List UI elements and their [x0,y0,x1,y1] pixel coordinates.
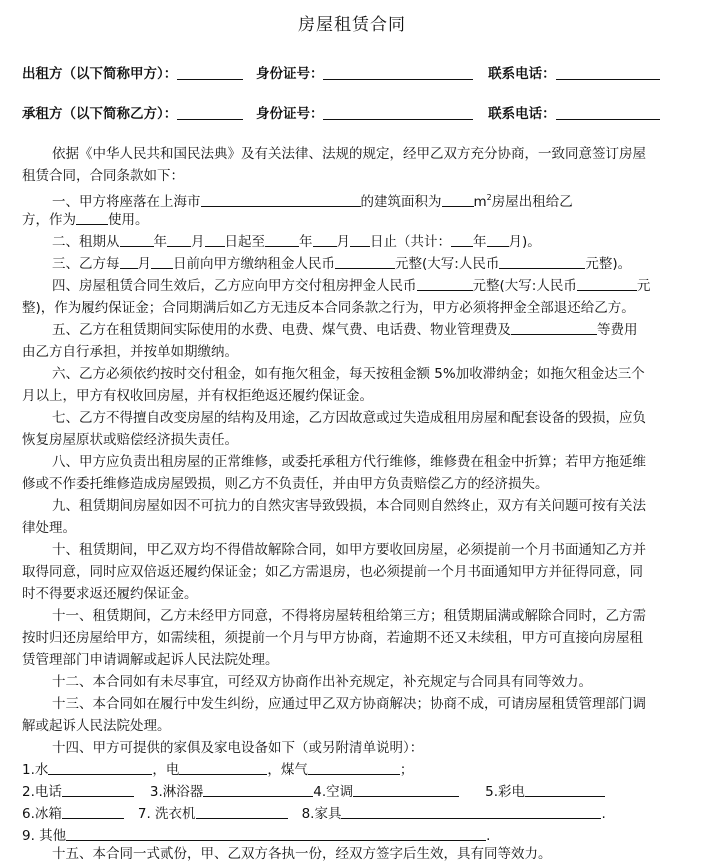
clause-14: 十四、甲方可提供的家俱及家电设备如下（或另附清单说明）： [52,740,424,756]
lessor-label: 出租方（以下简称甲方）： [22,66,178,82]
clause-8-line-1: 八、甲方应负责出租房屋的正常维修，或委托承租方代行维修，维修费在租金中折算；若甲方拖延维 [52,454,646,470]
clause-3 [22,253,712,275]
item-shower-label: 3.淋浴器 [149,784,204,800]
clause-9-line-1: 九、租赁期间房屋如因不可抗力的自然灾害导致毁损，本合同则自然终止，双方有关问题可按有关法 [52,498,646,514]
clause-1-line-2 [22,209,682,231]
item-electric-label: 电 [165,762,180,778]
clause-2-year-1: 年 [153,234,167,250]
lessor-id-blank[interactable] [323,65,473,80]
item-tv-label: 5.彩电 [485,784,526,800]
para-intro-2: 租赁合同，合同条款如下： [22,168,184,184]
clause-4-text-c: 元 [636,278,651,294]
item-other-label: 9. 其他 [22,828,67,844]
item-sep-3: ； [399,762,414,778]
clause-5-line-2: 由乙方自行承担，并按单如期缴纳。 [22,344,238,360]
clause-2-month-2: 月 [336,234,350,250]
clause-4-line-2: 整)，作为履约保证金；合同期满后如乙方无违反本合同条款之行为，甲方必须将押金全部退还给乙方。 [22,300,635,316]
clause-5-line-1 [22,319,712,341]
item-washer-label: 7. 洗衣机 [137,806,196,822]
clause-1-text-a: 一、甲方将座落在上海市 [52,194,201,210]
clause-2-text-a: 二、租期从 [52,234,120,250]
clause-1-unit: m [473,194,487,210]
clause-1-text-e: 方，作为 [22,212,76,228]
clause-3-text-d: 元整(大写:人民币 [395,256,500,272]
item-washer-blank[interactable] [196,805,288,819]
lessor-name-blank[interactable] [177,65,243,80]
clause-6-line-2: 月以上，甲方有权收回房屋，并有权拒绝返还履约保证金。 [22,388,373,404]
items-row-1 [22,759,682,781]
item-ac-blank[interactable] [353,783,459,797]
clause-11-line-3: 赁管理部门申请调解或起诉人民法院处理。 [22,652,279,668]
clause-2-year-3: 年 [473,234,487,250]
item-fridge-blank[interactable] [62,805,124,819]
area-blank[interactable] [442,193,474,207]
lessee-phone-label: 联系电话： [488,106,556,122]
usage-blank[interactable] [76,211,108,225]
end-day-blank[interactable] [350,233,370,247]
clause-1-text-b: 的建筑面积为 [360,194,442,210]
lessee-label: 承租方（以下简称乙方）： [22,106,178,122]
lessee-name-blank[interactable] [177,105,243,120]
clause-15: 十五、本合同一式贰份，甲、乙双方各执一份，经双方签字后生效，具有同等效力。 [52,846,552,862]
clause-2-text-g: 日止（共计： [370,234,451,250]
lessor-phone-blank[interactable] [556,65,660,80]
clause-8-line-2: 修或不作委托维修造成房屋毁损，则乙方不负责任，并由甲方负责赔偿乙方的经济损失。 [22,476,549,492]
rent-amount-words-blank[interactable] [499,255,585,269]
clause-3-text-c: 日前向甲方缴纳租金人民币 [173,256,335,272]
clause-3-month: 月 [137,256,151,272]
end-year-blank[interactable] [265,233,299,247]
clause-2-text-d: 日起至 [224,234,265,250]
clause-3-text-e: 元整)。 [585,256,632,272]
clause-1-text-f: 使用。 [108,212,149,228]
lessor-phone-label: 联系电话： [488,66,556,82]
total-month-blank[interactable] [487,233,509,247]
lessor-id-label: 身份证号： [255,66,324,82]
clause-1-unit-sup: 2 [486,193,492,202]
deposit-amount-words-blank[interactable] [577,277,637,291]
clause-3-text-a: 三、乙方每 [52,256,120,272]
clause-4-text-b: 元整(大写:人民币 [472,278,577,294]
page-title: 房屋租赁合同 [298,15,406,35]
clause-10-line-2: 取得同意，同时应双倍返还履约保证金；如乙方需退房，也必须提前一个月书面通知甲方并征得同意，同 [22,564,643,580]
lessee-id-label: 身份证号： [255,106,324,122]
clause-4-text-a: 四、房屋租赁合同生效后，乙方应向甲方交付租房押金人民币 [52,278,417,294]
clause-11-line-2: 按时归还房屋给甲方，如需续租，须提前一个月与甲方协商，若逾期不还又未续租，甲方可直接向房屋租 [22,630,643,646]
clause-10-line-3: 时不得要求返还履约保证金。 [22,586,198,602]
clause-1-text-d: 房屋出租给乙 [491,194,573,210]
item-other-blank[interactable] [66,827,486,841]
start-year-blank[interactable] [120,233,154,247]
item-furniture-label: 8.家具 [301,806,342,822]
item-tv-blank[interactable] [525,783,605,797]
clause-13-line-1: 十三、本合同如在履行中发生纠纷，应通过甲乙双方协商解决；协商不成，可请房屋租赁管理部门调 [52,696,646,712]
item-furniture-blank[interactable] [341,805,601,819]
deposit-amount-blank[interactable] [417,277,473,291]
lessee-row [22,102,660,122]
clause-4-line-1 [22,275,712,297]
clause-6-line-1: 六、乙方必须依约按时交付租金，如有拖欠租金，每天按租金额 5%加收滞纳金；如拖欠租金达三个 [52,366,645,382]
item-phone-label: 2.电话 [22,784,62,800]
item-fridge-label: 6.冰箱 [22,806,62,822]
start-day-blank[interactable] [205,233,225,247]
item-end-2: . [486,828,491,844]
total-year-blank[interactable] [451,233,473,247]
clause-2-year-2: 年 [299,234,313,250]
clause-9-line-2: 律处理。 [22,520,76,536]
item-shower-blank[interactable] [203,783,313,797]
clause-11-line-1: 十一、租赁期间，乙方未经甲方同意，不得将房屋转租给第三方；租赁期届满或解除合同时，乙方需 [52,608,646,624]
items-row-3 [22,803,682,825]
item-gas-blank[interactable] [308,761,400,775]
clause-2 [22,231,712,253]
clause-12: 十二、本合同如有未尽事宜，可经双方协商作出补充规定，补充规定与合同具有同等效力。 [52,674,592,690]
address-blank[interactable] [201,193,361,207]
clause-2-text-i: 月)。 [508,234,541,250]
clause-13-line-2: 解或起诉人民法院处理。 [22,718,171,734]
clause-5-text-a: 五、乙方在租赁期间实际使用的水费、电费、煤气费、电话费、物业管理费及 [52,322,511,338]
item-electric-blank[interactable] [179,761,267,775]
start-month-blank[interactable] [167,233,191,247]
lessee-phone-blank[interactable] [556,105,660,120]
clause-5-text-b: 等费用 [597,322,638,338]
pay-day-blank[interactable] [151,255,173,269]
items-row-2 [22,781,682,803]
clause-7-line-1: 七、乙方不得擅自改变房屋的结构及用途，乙方因故意或过失造成租用房屋和配套设备的毁损，应负 [52,410,646,426]
end-month-blank[interactable] [313,233,337,247]
item-ac-label: 4.空调 [313,784,354,800]
item-water-blank[interactable] [48,761,152,775]
clause-2-month-1: 月 [191,234,205,250]
item-sep-2: ， [267,762,281,778]
item-gas-label: 煤气 [280,762,308,778]
item-water-label: 1.水 [22,762,49,778]
item-end-1: . [601,806,606,822]
item-phone-blank[interactable] [62,783,134,797]
para-intro-1: 依据《中华人民共和国民法典》及有关法律、法规的规定，经甲乙双方充分协商，一致同意签订房屋 [52,146,646,162]
item-sep-1: ， [152,762,166,778]
clause-10-line-1: 十、租赁期间，甲乙双方均不得借故解除合同，如甲方要收回房屋，必须提前一个月书面通知乙方并 [52,542,646,558]
other-fees-blank[interactable] [511,321,597,335]
lessor-row [22,62,660,82]
rent-amount-blank[interactable] [335,255,395,269]
clause-7-line-2: 恢复房屋原状或赔偿经济损失责任。 [22,432,238,448]
pay-month-blank[interactable] [120,255,138,269]
lessee-id-blank[interactable] [323,105,473,120]
